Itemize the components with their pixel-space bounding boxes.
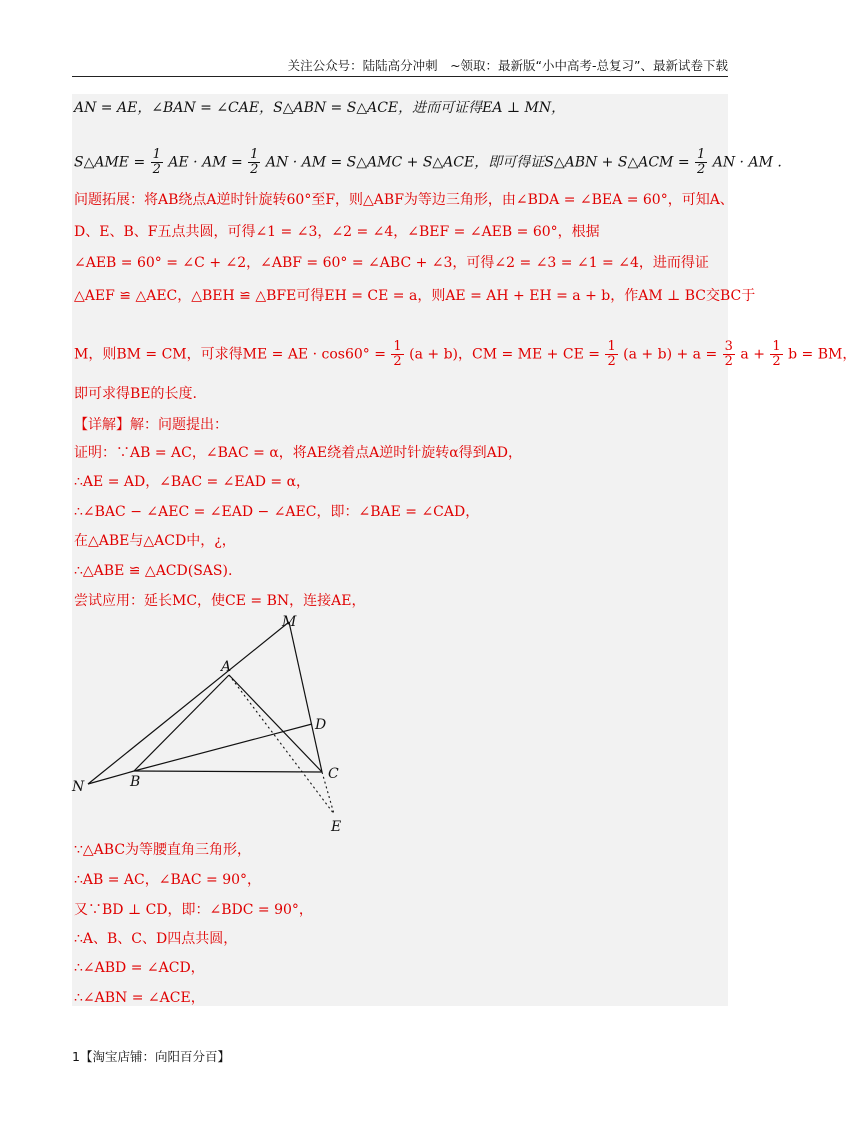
text-line-2	[74, 148, 782, 177]
text-line-1: AN = AE，∠BAN = ∠CAE，S△ABN = S△ACE，进而可证得EA ⊥ MN，	[74, 100, 566, 116]
text-line-18: 又∵BD ⊥ CD，即：∠BDC = 90°，	[74, 902, 313, 918]
text-line-4: D、E、B、F五点共圆，可得∠1 = ∠3，∠2 = ∠4，∠BEF = ∠AEB = 60°，根据	[74, 224, 600, 240]
text-line-17: ∴AB = AC，∠BAC = 90°，	[74, 872, 262, 888]
fraction-denominator: 2	[697, 162, 706, 177]
segment-BC	[134, 771, 322, 772]
label-D: D	[315, 717, 327, 733]
fraction-denominator: 2	[772, 354, 781, 369]
fraction-numerator: 1	[152, 147, 161, 162]
line7-part-d: a +	[740, 346, 770, 363]
text-line-3: 问题拓展：将AB绕点A逆时针旋转60°至F，则△ABF为等边三角形，由∠BDA = ∠BEA = 60°，可知A、	[74, 192, 734, 208]
line7-part-b: (a + b)，CM = ME + CE =	[409, 346, 605, 363]
text-line-10: 证明：∵AB = AC，∠BAC = α，将AE绕着点A逆时针旋转α得到AD，	[74, 445, 523, 461]
fraction-half	[248, 148, 260, 177]
fraction-numerator: 1	[393, 339, 402, 354]
text-line-5: ∠AEB = 60° = ∠C + ∠2，∠ABF = 60° = ∠ABC + ∠3，可得∠2 = ∠3 = ∠1 = ∠4，进而得证	[74, 255, 709, 271]
fraction-numerator: 1	[697, 147, 706, 162]
segment-BA	[134, 675, 229, 771]
line7-part-a: M，则BM = CM，可求得ME = AE · cos60° =	[74, 346, 391, 363]
fraction-denominator: 2	[250, 162, 259, 177]
text-line-20: ∴∠ABD = ∠ACD，	[74, 960, 205, 976]
line7-part-e: b = BM，	[788, 346, 856, 363]
text-line-21: ∴∠ABN = ∠ACE，	[74, 990, 205, 1006]
fraction-denominator: 2	[607, 354, 616, 369]
label-N: N	[72, 779, 85, 795]
page-header: 关注公众号：陆陆高分冲刺 ~领取：最新版“小中高考-总复习”、最新试卷下载	[287, 58, 728, 73]
header-divider	[72, 76, 728, 77]
line2-part-b: AE · AM =	[168, 154, 248, 171]
fraction-half	[391, 340, 403, 369]
detail-heading: 【详解】	[74, 417, 130, 433]
label-A: A	[221, 659, 232, 675]
segment-MC	[289, 622, 322, 772]
text-line-14: ∴△ABE ≌ △ACD(SAS).	[74, 563, 233, 579]
page-footer: 1【淘宝店铺：向阳百分百】	[72, 1049, 230, 1064]
text-line-6: △AEF ≌ △AEC，△BEH ≌ △BFE可得EH = CE = a，则AE = AH + EH = a + b，作AM ⊥ BC交BC于	[74, 288, 756, 304]
label-E: E	[331, 819, 342, 835]
fraction-numerator: 1	[607, 339, 616, 354]
solution-intro: 解：问题提出：	[130, 417, 228, 433]
fraction-denominator: 2	[393, 354, 402, 369]
label-C: C	[328, 766, 339, 782]
line2-part-c: AN · AM = S△AMC + S△ACE，即可得证S△ABN + S△ACM =	[265, 154, 695, 171]
text-line-13: 在△ABE与△ACD中，¿，	[74, 533, 236, 549]
text-line-8: 即可求得BE的长度.	[74, 386, 197, 402]
fraction-denominator: 2	[724, 354, 733, 369]
fraction-half	[151, 148, 163, 177]
label-B: B	[130, 774, 141, 790]
segment-AC	[229, 675, 322, 772]
fraction-numerator: 3	[724, 339, 733, 354]
fraction-half	[695, 148, 707, 177]
text-line-9	[74, 415, 228, 435]
label-M: M	[282, 614, 297, 630]
line2-part-a: S△AME =	[74, 154, 150, 171]
text-line-7	[74, 340, 856, 369]
geometry-diagram	[66, 608, 366, 840]
line7-part-c: (a + b) + a =	[623, 346, 722, 363]
text-line-15: 尝试应用：延长MC，使CE = BN，连接AE，	[74, 593, 366, 609]
fraction-three-half	[723, 340, 735, 369]
line2-part-d: AN · AM .	[712, 154, 782, 171]
text-line-19: ∴A、B、C、D四点共圆，	[74, 931, 238, 947]
fraction-half	[770, 340, 782, 369]
segment-BD	[134, 724, 312, 771]
fraction-numerator: 1	[250, 147, 259, 162]
fraction-numerator: 1	[772, 339, 781, 354]
segment-NB	[88, 771, 134, 784]
text-line-16: ∵△ABC为等腰直角三角形，	[74, 842, 252, 858]
segment-NM	[88, 622, 289, 784]
fraction-half	[605, 340, 617, 369]
segment-AE-dashed	[229, 675, 334, 814]
text-line-11: ∴AE = AD，∠BAC = ∠EAD = α，	[74, 474, 311, 490]
text-line-12: ∴∠BAC − ∠AEC = ∠EAD − ∠AEC，即：∠BAE = ∠CAD，	[74, 504, 480, 520]
fraction-denominator: 2	[152, 162, 161, 177]
